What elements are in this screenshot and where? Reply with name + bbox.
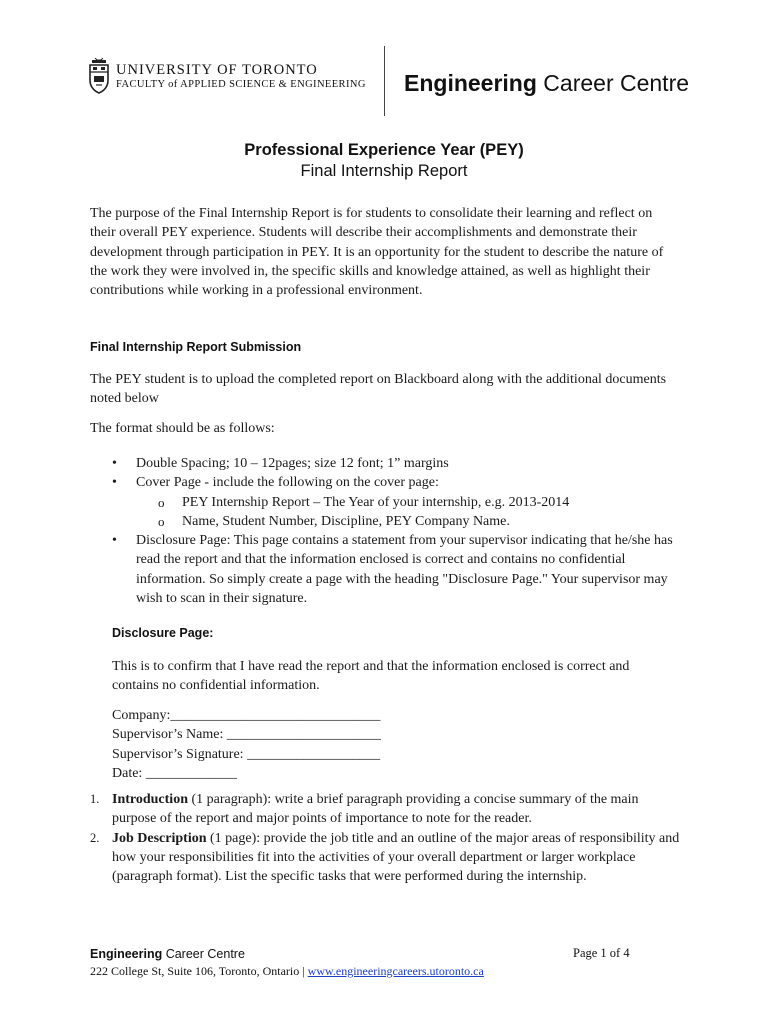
footer-address-text: 222 College St, Suite 106, Toronto, Ontario | [90,964,308,978]
section-text: (1 page): provide the job title and an outline of the major areas of responsibility and how your responsibilities fit into the activities of your overall department or larger workplace (paragraph format). List the specific tasks that were performed during the internship. [112,830,680,885]
list-item [90,790,680,829]
section-title: Job Description [112,830,207,846]
company-field: Company:______________________________ [112,708,381,723]
list-item [110,454,680,473]
page-number: Page 1 of 4 [573,946,630,960]
section-title: Introduction [112,792,188,807]
list-item [90,829,680,887]
sublist-item: o PEY Internship Report – The Year of your internship, e.g. 2013-2014 [136,493,680,512]
faculty-name: FACULTY of APPLIED SCIENCE & ENGINEERING [116,79,366,90]
list-item-text: Double Spacing; 10 – 12pages; size 12 font; 1” margins [136,456,449,471]
website-link[interactable]: www.engineeringcareers.utoronto.ca [307,964,484,978]
career-centre-logo-bold: Engineering [404,70,537,96]
footer-brand [90,946,484,963]
header-divider [384,46,385,116]
university-wordmark [116,62,366,92]
format-intro: The format should be as follows: [90,421,275,436]
page-header [88,46,688,116]
list-item [110,531,680,608]
disclosure-heading: Disclosure Page: [112,626,214,640]
career-centre-logo [404,70,689,97]
supervisor-signature-field: Supervisor’s Signature: ___________________ [112,746,381,762]
format-list [110,454,680,608]
section-text: (1 paragraph): write a brief paragraph providing a concise summary of the main purpose of the report and major points of importance to note for the reader. [112,792,639,827]
list-item-text: Cover Page - include the following on the cover page: [136,475,439,491]
cover-page-sublist [136,493,680,532]
submission-paragraph: The PEY student is to upload the completed report on Blackboard along with the additional documents noted below [90,372,667,407]
intro-paragraph: The purpose of the Final Internship Report is for students to consolidate their learning and reflect on their overall PEY experience. Students will describe their accomplishments and demonstrate their development through participation in PEY. It is an opportunity for the student to describe the nature of the work they were involved in, the specific skills and knowledge attained, as well as highlight their contributions while working in a professional environment. [90,206,664,299]
university-name: UNIVERSITY OF TORONTO [116,62,318,78]
list-item [110,473,680,531]
university-crest-icon [88,58,110,94]
disclosure-form [112,706,672,783]
date-field: Date: _____________ [112,765,237,781]
sublist-item: o Name, Student Number, Discipline, PEY Company Name. [136,512,680,531]
list-number: 1. [90,792,100,806]
document-subtitle: Final Internship Report [300,162,468,180]
list-number: 2. [90,830,100,845]
supervisor-name-field: Supervisor’s Name: ______________________ [112,727,381,743]
career-centre-logo-rest: Career Centre [536,70,690,96]
disclosure-statement: This is to confirm that I have read the report and that the information enclosed is correct and contains no confidential information. [112,659,630,694]
report-sections-list [90,790,680,886]
footer-brand-rest: Career Centre [162,947,245,961]
list-item-text: Disclosure Page: This page contains a statement from your supervisor indicating that he/she has read the report and that the information enclosed is correct and contains no confidential information. So simply create a page with the heading "Disclosure Page." Your supervisor may wish to scan in their signature. [136,533,673,607]
footer-address [90,963,484,980]
page-footer [90,946,484,980]
submission-heading: Final Internship Report Submission [90,340,302,354]
document-title: Professional Experience Year (PEY) [244,141,524,159]
footer-brand-bold: Engineering [90,947,163,961]
